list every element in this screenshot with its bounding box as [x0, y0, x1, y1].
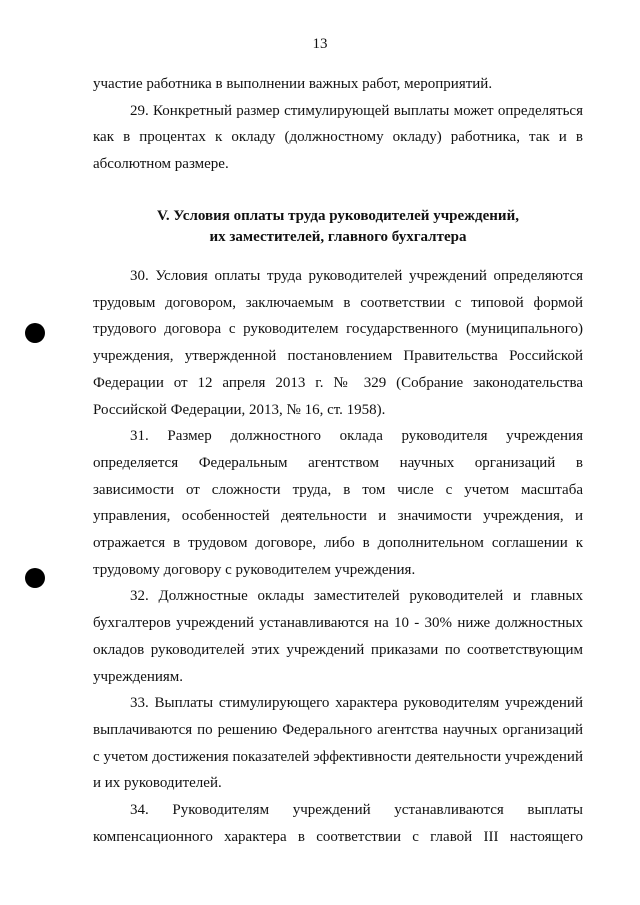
paragraph-34: 34. Руководителям учреждений устанавливаются выплаты компенсационного характера в соответствии с главой III настоящего: [93, 802, 583, 845]
paragraph-31: 31. Размер должностного оклада руководителя учреждения определяется Федеральным агентством научных организаций в зависимости от сложности труда, в том числе с учетом масштаба управления, особенностей деятельности и значимости учреждения, и отражается в трудовом договоре, либо в дополнительном соглашении к трудовому договору с руководителем учреждения.: [93, 428, 583, 578]
page-number: 13: [312, 36, 328, 52]
section-body: [93, 263, 583, 850]
binder-hole-mark: [25, 323, 45, 343]
top-text-block: [93, 71, 583, 178]
continued-paragraph: участие работника в выполнении важных работ, мероприятий.: [93, 76, 493, 92]
paragraph-32: 32. Должностные оклады заместителей руководителей и главных бухгалтеров учреждений устанавливаются на 10 - 30% ниже должностных окладов руководителей этих учреждений приказами по соответствующим учреждениям.: [93, 588, 583, 685]
paragraph-30: 30. Условия оплаты труда руководителей учреждений определяются трудовым договором, заключаемым в соответствии с типовой формой трудового договора с руководителем государственного (муниципального) учреждения, утвержденной постановлением Правительства Российской Федерации от 12 апреля 2013 г. № 329 (Собрание законодательства Российской Федерации, 2013, № 16, ст. 1958).: [93, 268, 583, 418]
section-heading-line-2: их заместителей, главного бухгалтера: [209, 229, 467, 245]
paragraph-29: 29. Конкретный размер стимулирующей выплаты может определяться как в процентах к окладу (должностному окладу) работника, так и в абсолютном размере.: [93, 102, 583, 173]
binder-hole-mark: [25, 568, 45, 588]
paragraph-33: 33. Выплаты стимулирующего характера руководителям учреждений выплачиваются по решению Федерального агентства научных организаций с учетом достижения показателей эффективности деятельности учреждений и их руководителей.: [93, 695, 583, 792]
section-heading: [93, 206, 583, 248]
section-heading-line-1: V. Условия оплаты труда руководителей учреждений,: [157, 208, 519, 224]
